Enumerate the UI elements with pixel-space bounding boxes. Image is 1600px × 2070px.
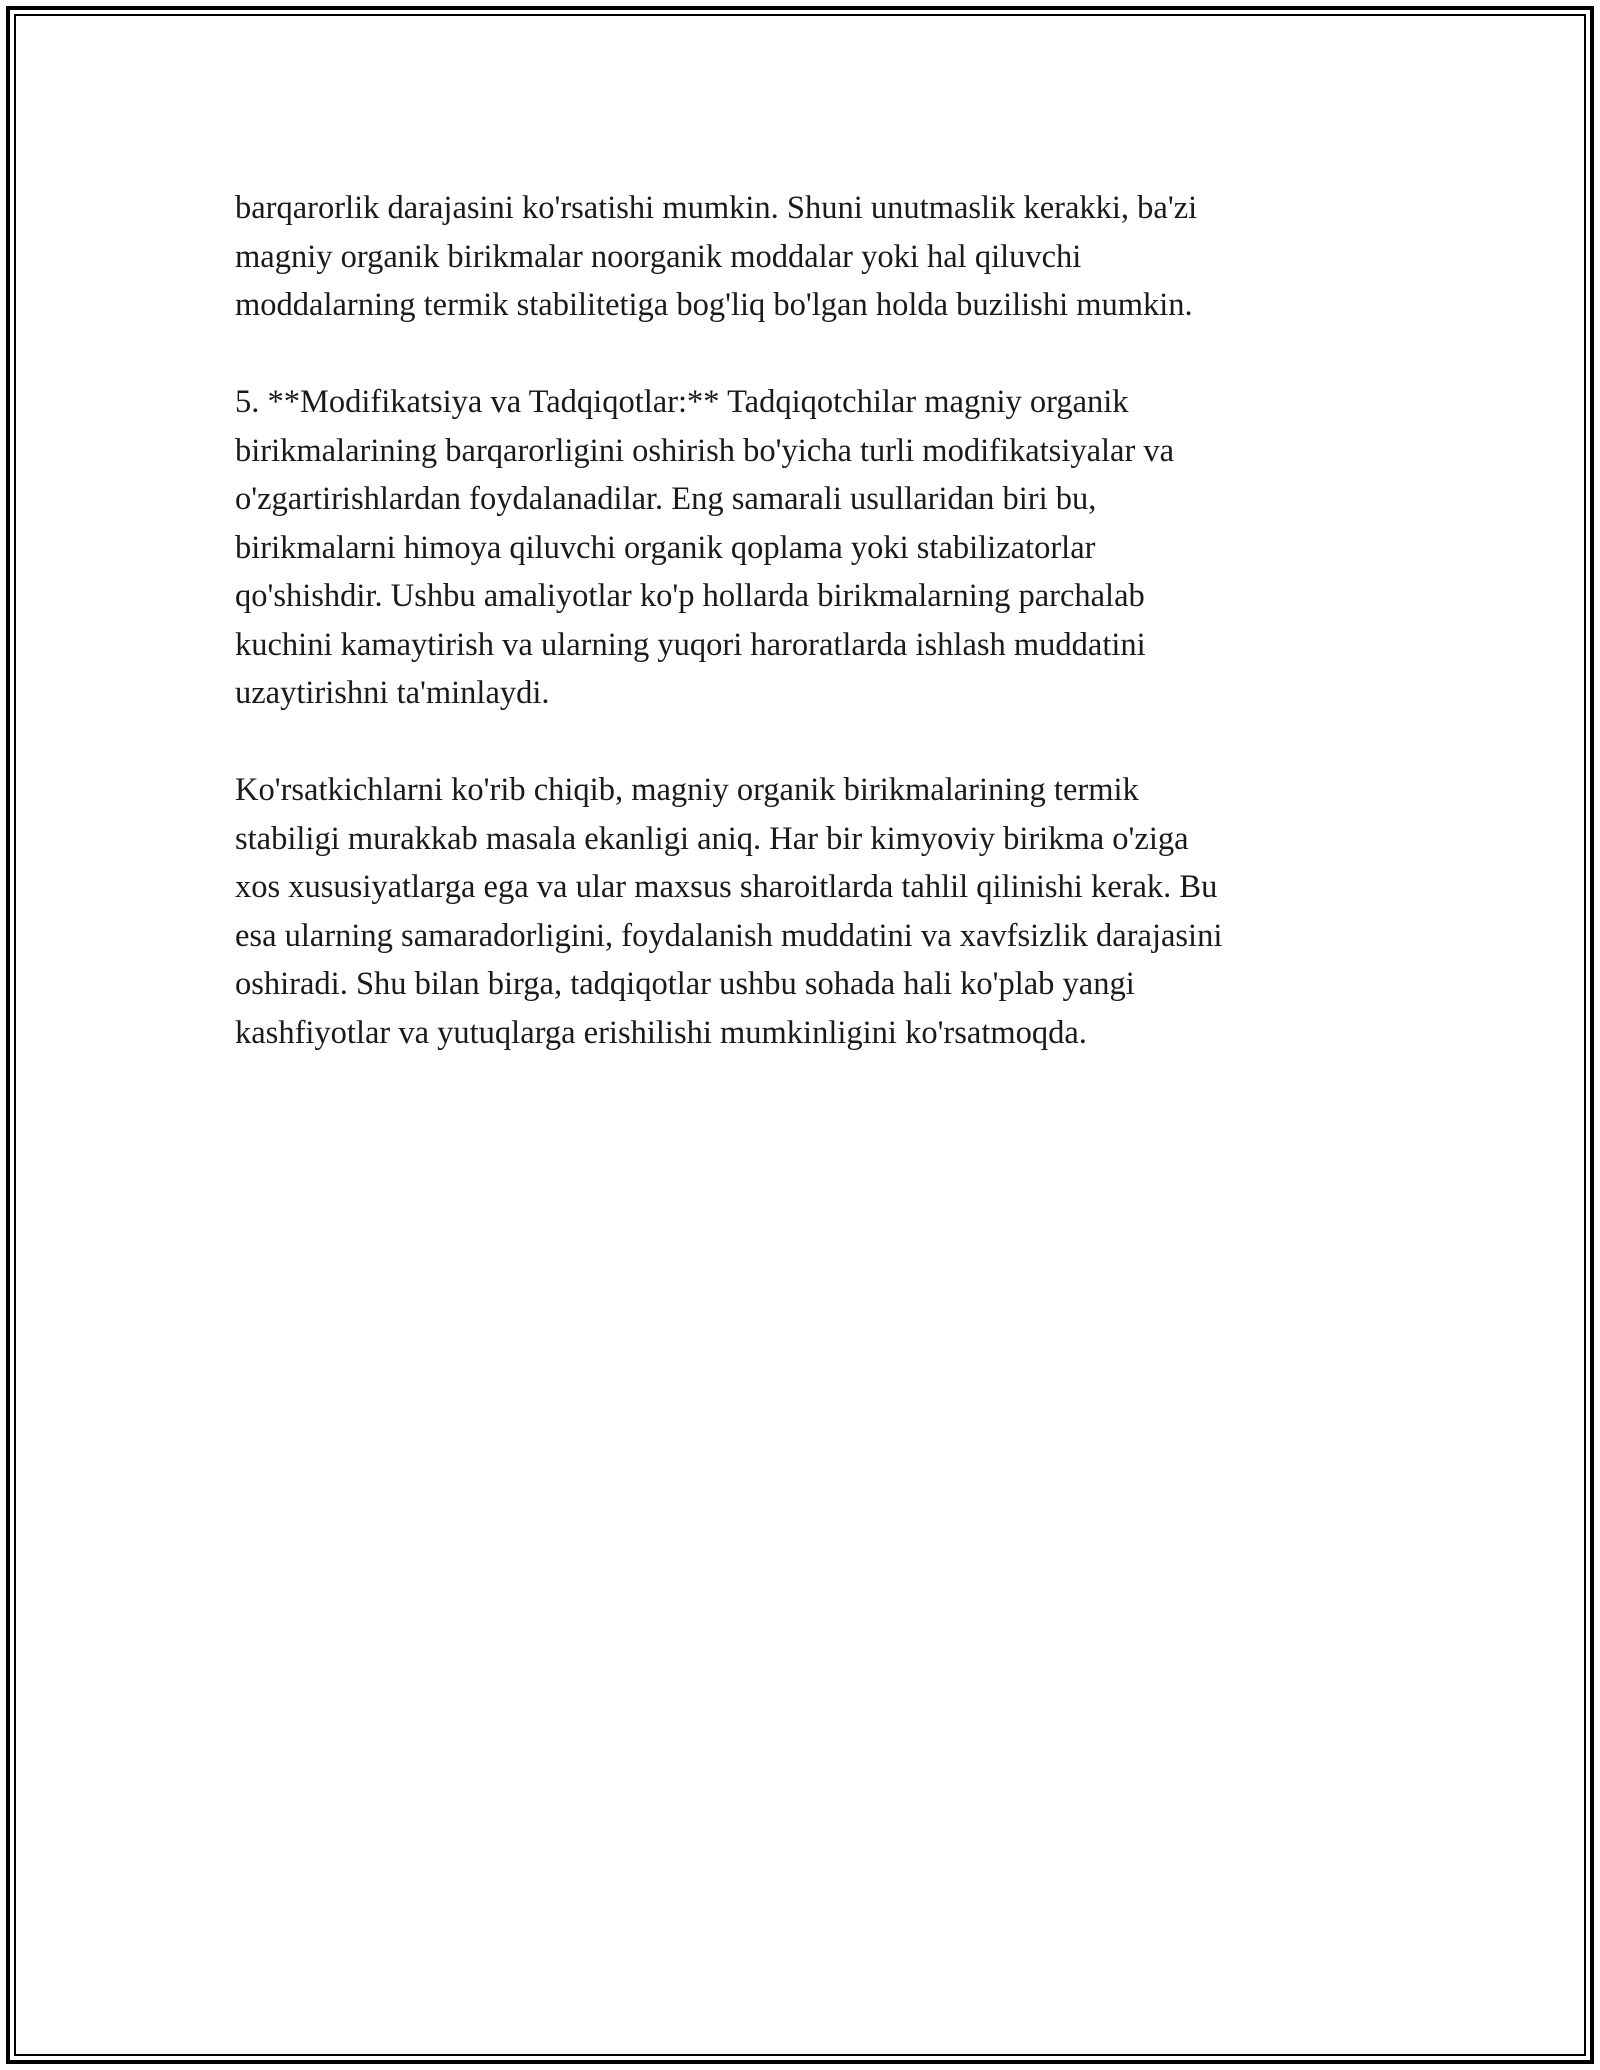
text-line: stabiligi murakkab masala ekanligi aniq. Har bir kimyoviy birikma o'ziga <box>235 820 1189 857</box>
text-line: barqarorlik darajasini ko'rsatishi mumkin. Shuni unutmaslik kerakki, ba'zi <box>235 190 1198 226</box>
text-line: 5. **Modifikatsiya va Tadqiqotlar:** Tadqiqotchilar magniy organik <box>235 384 1129 420</box>
text-line: birikmalarni himoya qiluvchi organik qoplama yoki stabilizatorlar <box>235 529 1096 566</box>
text-line: birikmalarining barqarorligini oshirish bo'yicha turli modifikatsiyalar va <box>235 432 1175 469</box>
text-line: qo'shishdir. Ushbu amaliyotlar ko'p hollarda birikmalarning parchalab <box>235 578 1145 614</box>
text-line: Ko'rsatkichlarni ko'rib chiqib, magniy organik birikmalarining termik <box>235 772 1139 808</box>
paragraph-modification-research <box>235 378 1375 718</box>
text-line: magniy organik birikmalar noorganik moddalar yoki hal qiluvchi <box>235 238 1082 275</box>
document-body <box>235 184 1375 1106</box>
text-line: kuchini kamaytirish va ularning yuqori haroratlarda ishlash muddatini <box>235 626 1146 663</box>
paragraph-stability-continuation <box>235 184 1375 330</box>
text-line: xos xususiyatlarga ega va ular maxsus sharoitlarda tahlil qilinishi kerak. Bu <box>235 869 1218 905</box>
paragraph-conclusion <box>235 766 1375 1057</box>
text-line: esa ularning samaradorligini, foydalanish muddatini va xavfsizlik darajasini <box>235 917 1223 954</box>
text-line: moddalarning termik stabilitetiga bog'liq bo'lgan holda buzilishi mumkin. <box>235 287 1193 323</box>
text-line: o'zgartirishlardan foydalanadilar. Eng samarali usullaridan biri bu, <box>235 481 1097 517</box>
text-line: oshiradi. Shu bilan birga, tadqiqotlar ushbu sohada hali ko'plab yangi <box>235 966 1135 1002</box>
text-line: uzaytirishni ta'minlaydi. <box>235 675 550 711</box>
text-line: kashfiyotlar va yutuqlarga erishilishi mumkinligini ko'rsatmoqda. <box>235 1014 1087 1051</box>
